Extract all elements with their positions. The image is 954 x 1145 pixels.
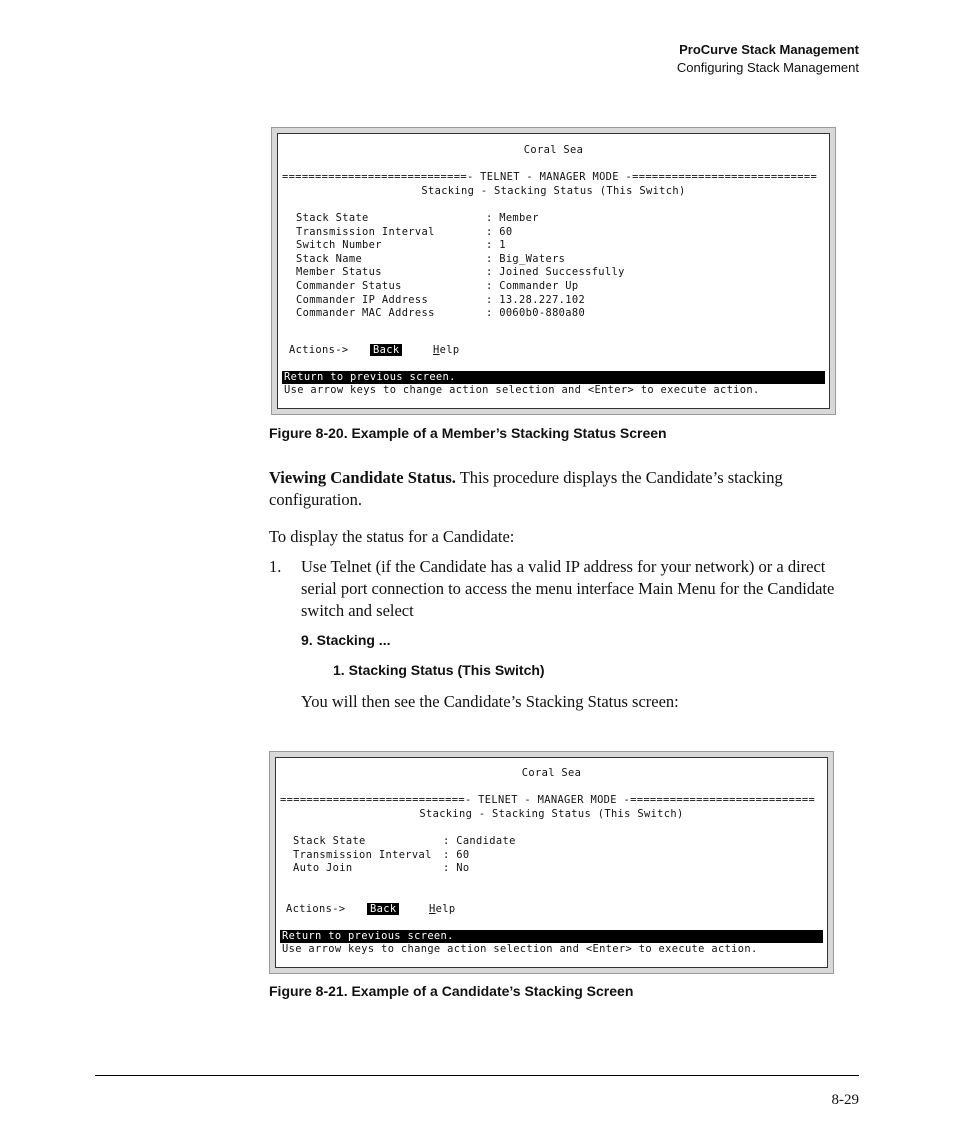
stack-state-value: Member <box>499 212 539 224</box>
help-action[interactable] <box>433 344 459 357</box>
terminal-text <box>276 758 827 967</box>
step-text: Use Telnet (if the Candidate has a valid IP address for your network) or a direct serial port connection to access the menu interface Main Menu for the Candidate switch and select <box>301 557 835 620</box>
field-label: Stack State <box>293 835 366 847</box>
commander-status-value: Commander Up <box>499 280 579 292</box>
field-value: : Commander Up <box>486 280 579 292</box>
field-value: : Candidate <box>443 835 516 847</box>
transmission-interval-value: 60 <box>499 226 513 238</box>
field-value: : Joined Successfully <box>486 266 625 278</box>
field-value: : 60 <box>486 226 513 238</box>
menu-path-stacking-status: 1. Stacking Status (This Switch) <box>333 662 545 678</box>
running-header-title: ProCurve Stack Management <box>679 42 859 57</box>
auto-join-value: No <box>456 862 470 874</box>
field-value: : Big_Waters <box>486 253 566 265</box>
terminal-screen <box>275 757 828 968</box>
field-label: Transmission Interval <box>296 226 435 238</box>
lead-text: This procedure displays the Candidate’s stacking configuration. <box>269 468 783 509</box>
help-action-rest: elp <box>439 344 460 356</box>
hint-line: Use arrow keys to change action selection and <Enter> to execute action. <box>284 384 760 396</box>
status-line: Return to previous screen. <box>282 371 825 384</box>
field-label: Commander MAC Address <box>296 307 435 319</box>
field-value: : 0060b0-880a80 <box>486 307 586 319</box>
screen-title: Stacking - Stacking Status (This Switch) <box>421 185 686 197</box>
menu-path-stacking: 9. Stacking ... <box>301 632 391 648</box>
field-value: : 13.28.227.102 <box>486 294 586 306</box>
back-action[interactable]: Back <box>370 344 402 356</box>
mode-bar: ============================- TELNET - MANAGER MODE -============================ <box>280 794 816 806</box>
status-line: Return to previous screen. <box>280 930 823 943</box>
field-label: Member Status <box>296 266 382 278</box>
screen-title: Stacking - Stacking Status (This Switch) <box>419 808 684 820</box>
help-hotkey: H <box>429 903 436 915</box>
candidate-status-screenshot <box>269 751 834 974</box>
help-action-rest: elp <box>435 903 456 915</box>
field-value: : Member <box>486 212 539 224</box>
field-label: Switch Number <box>296 239 382 251</box>
member-status-screenshot <box>271 127 836 415</box>
intro-paragraph: To display the status for a Candidate: <box>269 527 515 546</box>
hint-line: Use arrow keys to change action selection and <Enter> to execute action. <box>282 943 758 955</box>
running-header-subtitle: Configuring Stack Management <box>676 60 859 75</box>
field-value: : No <box>443 862 470 874</box>
field-value: : 60 <box>443 849 470 861</box>
lead-in: Viewing Candidate Status. <box>269 468 456 487</box>
help-hotkey: H <box>433 344 440 356</box>
actions-label: Actions-> <box>289 344 349 356</box>
terminal-screen <box>277 133 830 409</box>
member-status-value: Joined Successfully <box>499 266 625 278</box>
stack-name-value: Big_Waters <box>499 253 566 265</box>
field-label: Stack Name <box>296 253 363 265</box>
field-label: Commander IP Address <box>296 294 429 306</box>
stack-state-value: Candidate <box>456 835 516 847</box>
field-label: Auto Join <box>293 862 353 874</box>
system-name: Coral Sea <box>523 144 584 156</box>
commander-ip-value: 13.28.227.102 <box>499 294 586 306</box>
footer-rule <box>95 1075 859 1076</box>
step-number: 1. <box>269 557 282 576</box>
help-action[interactable] <box>429 903 455 916</box>
lead-paragraph <box>269 467 861 511</box>
mode-bar: ============================- TELNET - MANAGER MODE -============================ <box>282 171 818 183</box>
field-value: : 1 <box>486 239 506 251</box>
back-action-wrap <box>367 903 399 916</box>
terminal-text <box>278 134 829 408</box>
followup-text: You will then see the Candidate’s Stacking Status screen: <box>301 692 679 711</box>
back-action-wrap <box>370 344 402 357</box>
figure-caption: Figure 8-20. Example of a Member’s Stacking Status Screen <box>269 425 667 441</box>
transmission-interval-value: 60 <box>456 849 470 861</box>
page-number: 8-29 <box>831 1092 859 1108</box>
actions-label: Actions-> <box>286 903 346 915</box>
figure-caption: Figure 8-21. Example of a Candidate’s Stacking Screen <box>269 983 634 999</box>
system-name: Coral Sea <box>521 767 582 779</box>
field-label: Commander Status <box>296 280 402 292</box>
field-label: Stack State <box>296 212 369 224</box>
field-label: Transmission Interval <box>293 849 432 861</box>
commander-mac-value: 0060b0-880a80 <box>499 307 586 319</box>
back-action[interactable]: Back <box>367 903 399 915</box>
switch-number-value: 1 <box>499 239 506 251</box>
